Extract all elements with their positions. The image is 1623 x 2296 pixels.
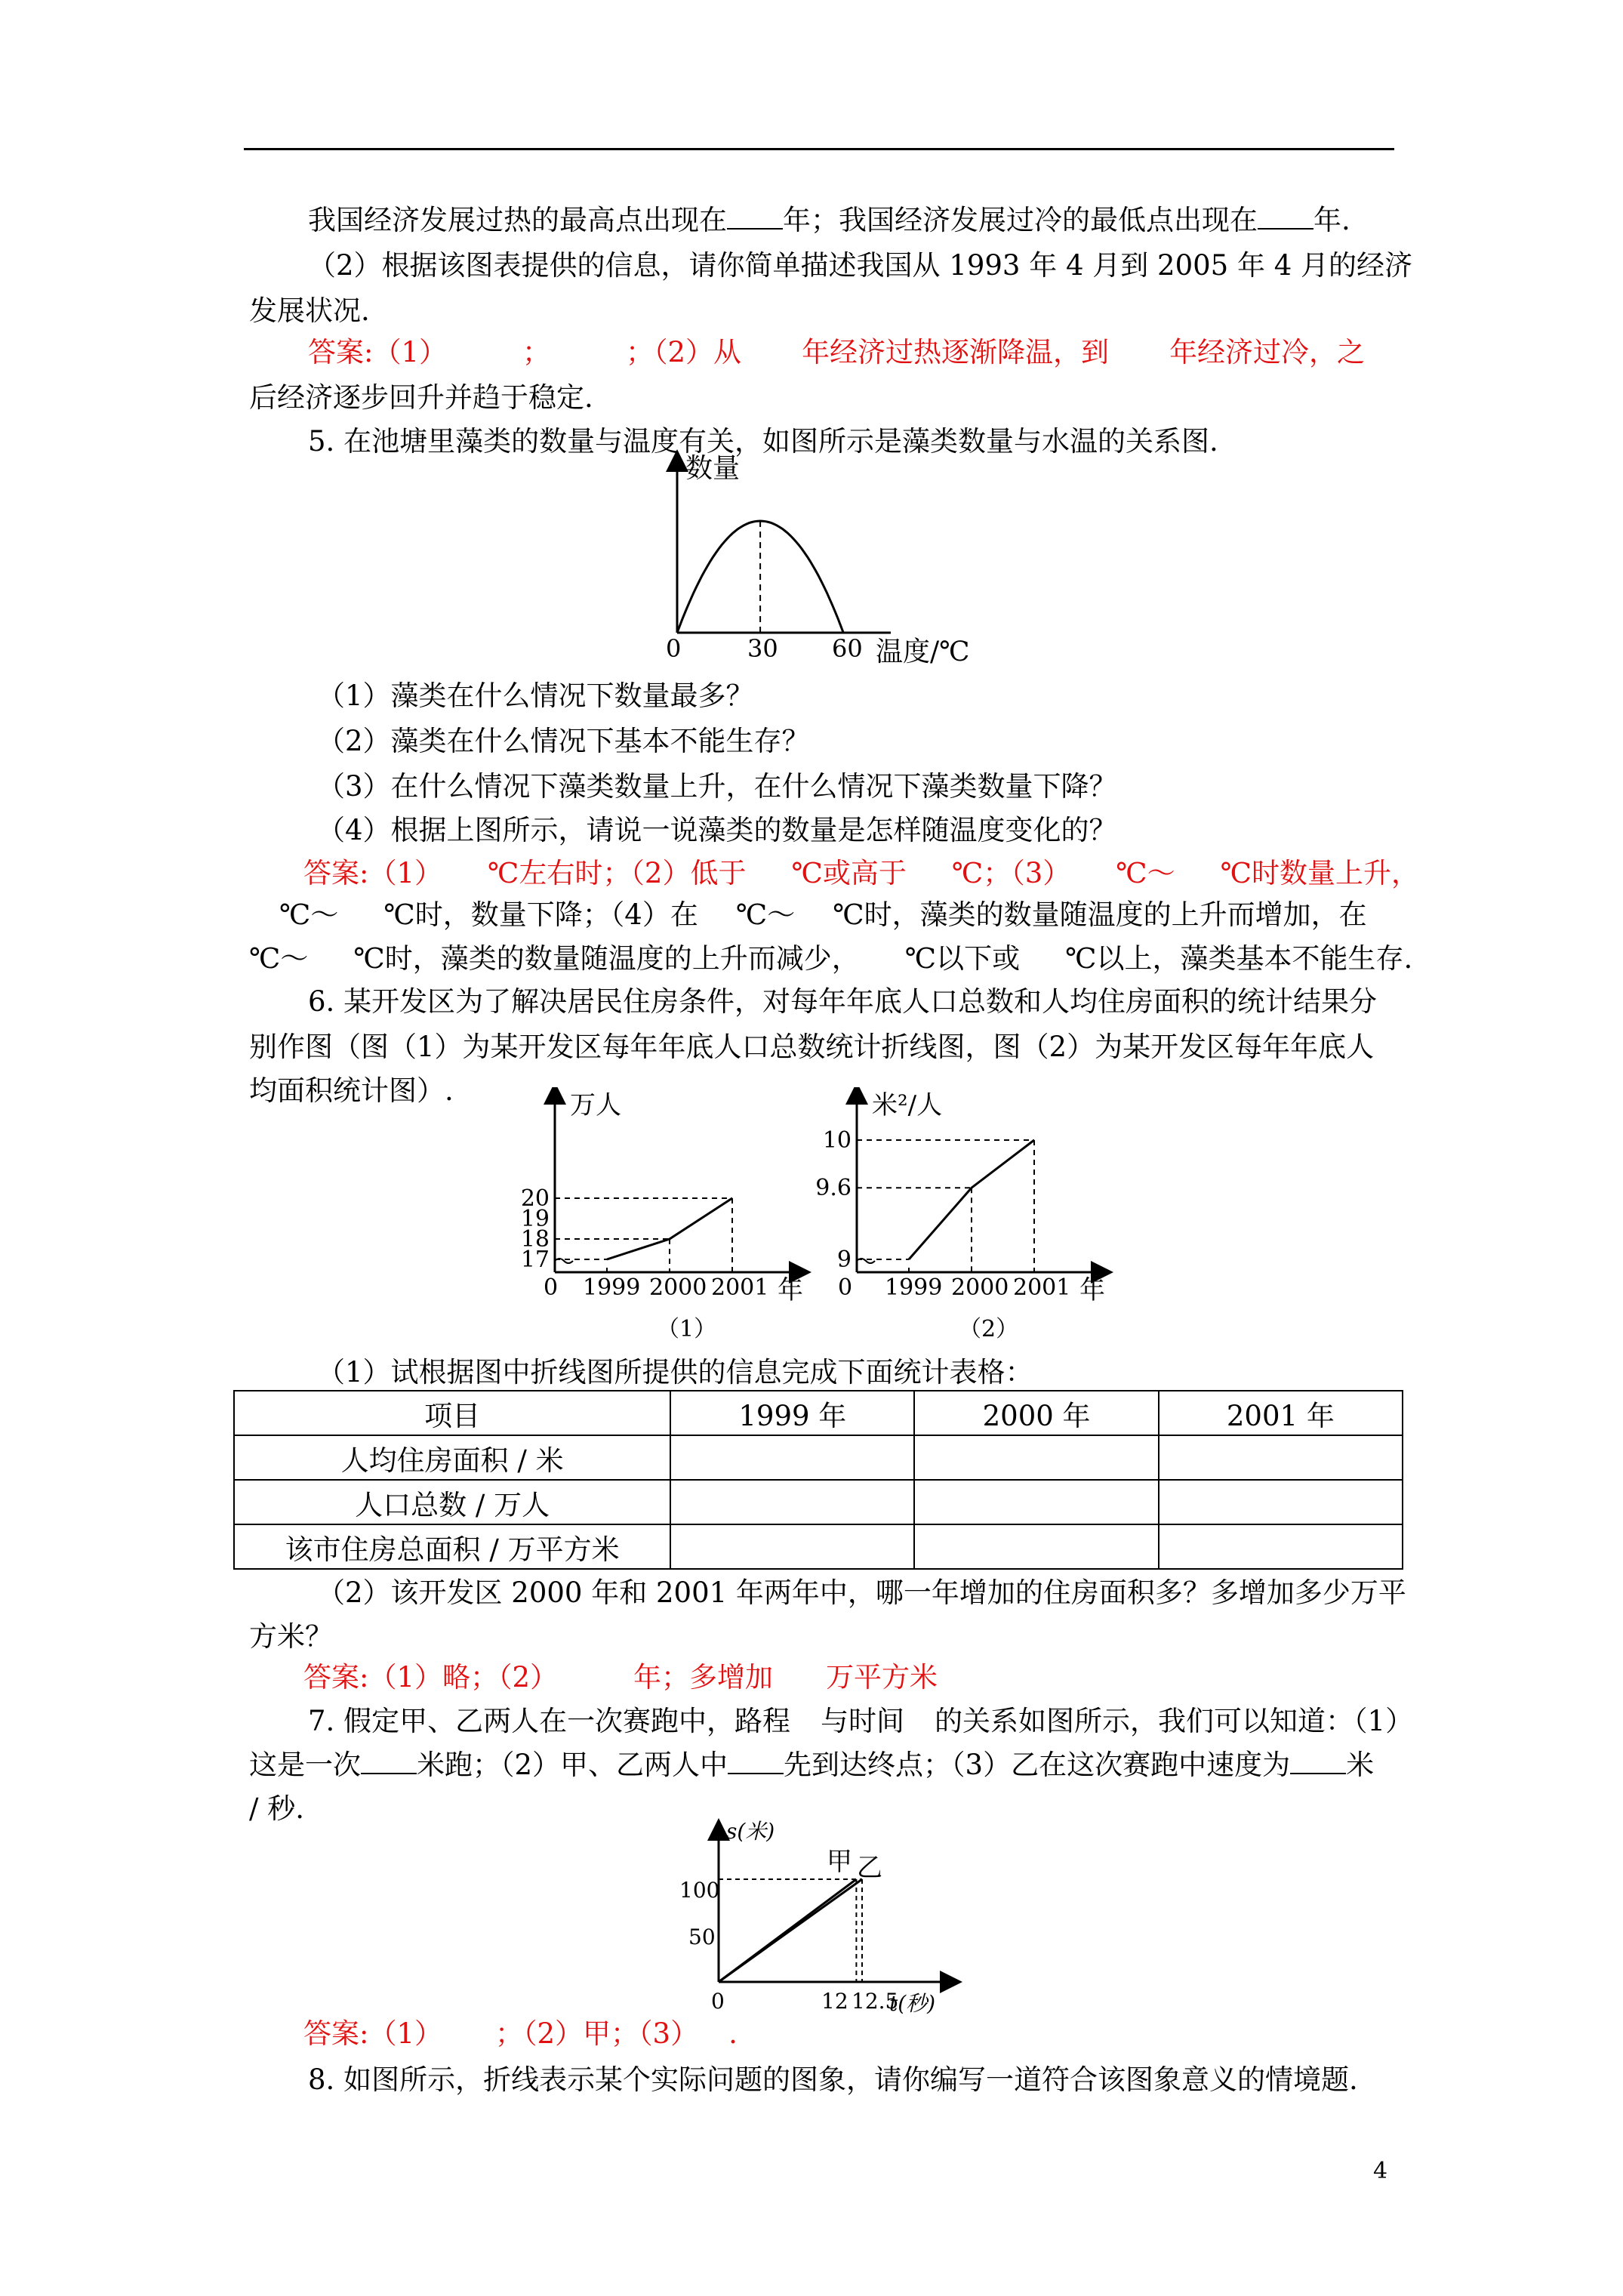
y-tick-label: 10 — [822, 1127, 852, 1154]
table-cell[interactable] — [914, 1435, 1158, 1480]
x-tick-12: 12 — [821, 1989, 848, 2014]
population-line-chart — [513, 1087, 830, 1344]
y-axis-label: 米²/人 — [872, 1090, 943, 1120]
q6-stem2: 别作图（图（1）为某开发区每年年底人口总数统计折线图，图（2）为某开发区每年年底人 — [249, 1031, 1375, 1063]
y-tick-100: 100 — [679, 1878, 720, 1903]
q5-question3: （3）在什么情况下藻类数量上升，在什么情况下藻类数量下降？ — [317, 770, 1117, 803]
axis-break — [857, 1259, 875, 1263]
table-cell[interactable] — [914, 1524, 1158, 1569]
y-tick-label: 18 — [520, 1226, 550, 1253]
x-axis-label: 年 — [1079, 1275, 1105, 1305]
y-tick-label: 19 — [520, 1206, 550, 1232]
blank[interactable] — [727, 205, 783, 230]
y-axis-label: 万人 — [570, 1090, 621, 1120]
q6-stem1: 6. 某开发区为了解决居民住房条件，对每年年底人口总数和人均住房面积的统计结果分 — [308, 985, 1378, 1018]
table-row — [234, 1435, 1403, 1480]
table-cell[interactable] — [670, 1480, 914, 1524]
table-header: 项目 — [234, 1391, 670, 1435]
x-tick-12-5: 12.5 — [852, 1989, 899, 2014]
per-capita-area-chart — [815, 1087, 1147, 1344]
x-axis-label: 年 — [778, 1275, 803, 1305]
series-label-jia: 甲 — [827, 1847, 852, 1877]
x-tick-2001: 2001 — [1013, 1274, 1071, 1301]
race-distance-time-chart — [672, 1816, 989, 2016]
y-tick-label: 9.6 — [815, 1175, 852, 1202]
x-tick-0: 0 — [838, 1274, 853, 1301]
q7-answer: 答案:（1） ；（2）甲；（3） . — [303, 2017, 738, 2050]
figure-caption: （2） — [959, 1316, 1019, 1342]
q4-answer: 答案:（1） ； ；（2）从 年经济过热逐渐降温，到 年经济过冷，之 — [308, 336, 1366, 368]
q8-stem: 8. 如图所示，折线表示某个实际问题的图象，请你编写一道符合该图象意义的情境题. — [308, 2063, 1358, 2096]
series-label-yi: 乙 — [857, 1853, 882, 1883]
q7-line2: 这是一次 米跑；（2）甲、乙两人中 先到达终点；（3）乙在这次赛跑中速度为 米 — [249, 1749, 1375, 1781]
x-tick-0: 0 — [544, 1274, 559, 1301]
q6-sub2b: 方米？ — [249, 1620, 333, 1653]
row-label: 该市住房总面积 / 万平方米 — [234, 1524, 670, 1569]
q5-question4: （4）根据上图所示，请说一说藻类的数量是怎样随温度变化的？ — [317, 814, 1117, 846]
series-line-1 — [719, 1879, 862, 1982]
q5-answer-line2: ℃～ ℃时，数量下降；（4）在 ℃～ ℃时，藻类的数量随温度的上升而增加，在 — [279, 898, 1367, 931]
table-cell[interactable] — [1159, 1524, 1403, 1569]
row-label: 人均住房面积 / 米 — [234, 1435, 670, 1480]
x-tick-0: 0 — [666, 634, 682, 663]
table-cell[interactable] — [670, 1435, 914, 1480]
x-axis-label: 温度/℃ — [876, 636, 970, 667]
header-rule — [244, 148, 1394, 150]
q5-answer-line3: ℃～ ℃时，藻类的数量随温度的上升而减少， ℃以下或 ℃以上，藻类基本不能生存. — [249, 942, 1413, 975]
table-header: 2000 年 — [914, 1391, 1158, 1435]
table-row — [234, 1480, 1403, 1524]
x-tick-0: 0 — [711, 1989, 725, 2014]
q6-sub1: （1）试根据图中折线图所提供的信息完成下面统计表格： — [317, 1356, 1033, 1388]
table-cell[interactable] — [914, 1480, 1158, 1524]
y-tick-50: 50 — [688, 1925, 716, 1949]
x-tick-2001: 2001 — [711, 1274, 769, 1301]
table-header-row — [234, 1391, 1403, 1435]
q5-question2: （2）藻类在什么情况下基本不能生存？ — [317, 725, 810, 757]
blank[interactable] — [1258, 205, 1313, 230]
q5-stem: 5. 在池塘里藻类的数量与温度有关，如图所示是藻类数量与水温的关系图. — [308, 425, 1218, 458]
x-tick-2000: 2000 — [951, 1274, 1009, 1301]
page-number: 4 — [1373, 2158, 1388, 2184]
y-tick-label: 20 — [520, 1185, 550, 1212]
axis-break — [555, 1259, 573, 1263]
q7-line1: 7. 假定甲、乙两人在一次赛跑中，路程 与时间 的关系如图所示，我们可以知道：（1） — [308, 1705, 1414, 1737]
blank[interactable] — [361, 1750, 417, 1774]
table-row — [234, 1524, 1403, 1569]
x-tick-1999: 1999 — [583, 1274, 641, 1301]
q5-question1: （1）藻类在什么情况下数量最多？ — [317, 680, 754, 712]
q4-line3: 发展状况. — [249, 294, 370, 327]
table-cell[interactable] — [1159, 1435, 1403, 1480]
algae-temperature-chart — [649, 445, 1012, 680]
x-tick-2000: 2000 — [649, 1274, 707, 1301]
table-header: 2001 年 — [1159, 1391, 1403, 1435]
q6-sub2a: （2）该开发区 2000 年和 2001 年两年中，哪一年增加的住房面积多？多增加多少万平 — [317, 1576, 1406, 1609]
table-cell[interactable] — [1159, 1480, 1403, 1524]
blank[interactable] — [1290, 1750, 1346, 1774]
x-tick-30: 30 — [747, 634, 778, 663]
q7-line3: / 秒. — [249, 1792, 304, 1825]
y-tick-label: 17 — [520, 1247, 550, 1273]
statistics-table — [233, 1390, 1403, 1570]
y-axis-label: s(米) — [726, 1819, 775, 1844]
q6-answer: 答案:（1）略；（2） 年；多增加 万平方米 — [303, 1661, 938, 1693]
q6-stem3: 均面积统计图）. — [249, 1074, 454, 1107]
q4-answer-cont: 后经济逐步回升并趋于稳定. — [249, 381, 593, 414]
table-header: 1999 年 — [670, 1391, 914, 1435]
y-axis-label: 数量 — [685, 453, 741, 484]
table-cell[interactable] — [670, 1524, 914, 1569]
blank[interactable] — [728, 1750, 784, 1774]
x-tick-1999: 1999 — [885, 1274, 943, 1301]
y-tick-label: 9 — [836, 1247, 852, 1273]
x-tick-60: 60 — [832, 634, 863, 663]
x-axis-label: t(秒) — [889, 1991, 936, 2016]
q4-line2: （2）根据该图表提供的信息，请你简单描述我国从 1993 年 4 月到 2005 年 4 月的经济 — [308, 249, 1413, 282]
figure-caption: （1） — [657, 1316, 717, 1342]
row-label: 人口总数 / 万人 — [234, 1480, 670, 1524]
q4-line1: 我国经济发展过热的最高点出现在 年；我国经济发展过冷的最低点出现在 年. — [308, 204, 1350, 236]
q5-answer-line1: 答案:（1） ℃左右时；（2）低于 ℃或高于 ℃；（3） ℃～ ℃时数量上升， — [303, 857, 1420, 889]
